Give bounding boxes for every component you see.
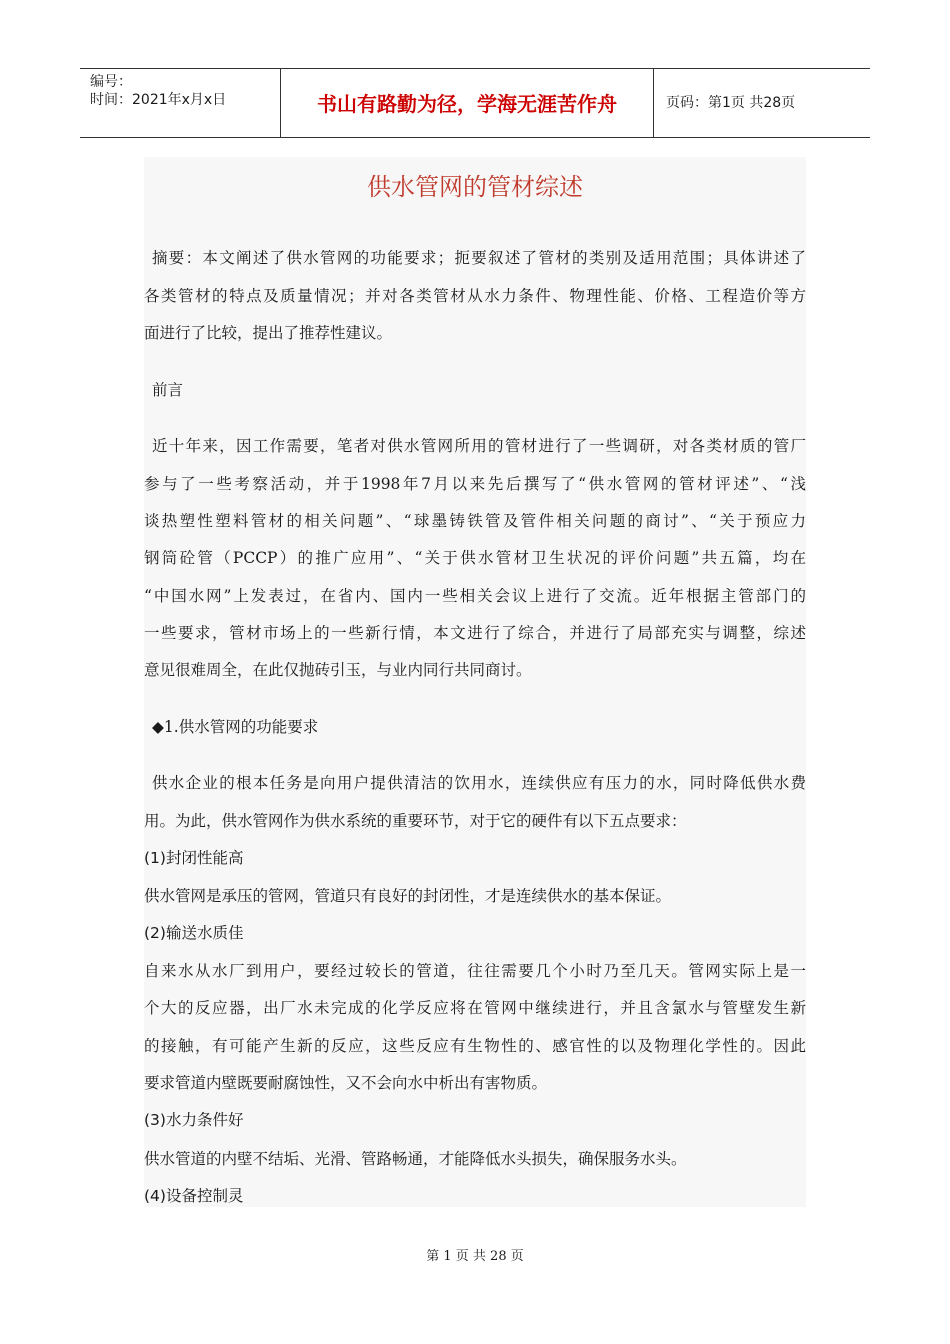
- requirement-heading-3: (3)水力条件好: [144, 1111, 244, 1129]
- document-number-label: 编号：: [90, 74, 132, 90]
- header-page-cell: [654, 69, 870, 137]
- section-heading-preface: 前言: [152, 381, 184, 399]
- header-motto: 书山有路勤为径，学海无涯苦作舟: [317, 92, 617, 116]
- requirement-heading-2: (2)输送水质佳: [144, 924, 244, 942]
- paragraph-line: 自来水从水厂到用户，要经过较长的管道，往往需要几个小时乃至几天。管网实际上是一: [144, 962, 806, 980]
- paragraph-line: 供水管道的内壁不结垢、光滑、管路畅通，才能降低水头损失，确保服务水头。: [144, 1150, 687, 1168]
- document-date-label: 时间：2021年x月x日: [90, 92, 227, 108]
- paragraph-line: 要求管道内壁既要耐腐蚀性，又不会向水中析出有害物质。: [144, 1074, 548, 1092]
- paragraph-line: 一些要求，管材市场上的一些新行情，本文进行了综合，并进行了局部充实与调整，综述: [144, 624, 806, 642]
- paragraph-line: 个大的反应器，出厂水未完成的化学反应将在管网中继续进行，并且含氯水与管壁发生新: [144, 999, 806, 1017]
- section-heading-functional-requirements: ◆1.供水管网的功能要求: [152, 718, 319, 736]
- paragraph-line: 各类管材的特点及质量情况；并对各类管材从水力条件、物理性能、价格、工程造价等方: [144, 287, 806, 305]
- requirement-heading-4: (4)设备控制灵: [144, 1187, 244, 1205]
- header-page-info: 页码：第1页 共28页: [666, 95, 796, 111]
- header-motto-cell: [281, 69, 654, 137]
- paragraph-line: 参与了一些考察活动，并于1998年7月以来先后撰写了“供水管网的管材评述”、“浅: [144, 475, 806, 493]
- paragraph-line: 供水管网是承压的管网，管道只有良好的封闭性，才是连续供水的基本保证。: [144, 887, 672, 905]
- paragraph-line: 用。为此，供水管网作为供水系统的重要环节，对于它的硬件有以下五点要求：: [144, 812, 687, 830]
- document-body: [144, 157, 806, 1207]
- paragraph-line: 钢筒砼管（PCCP）的推广应用”、“关于供水管材卫生状况的评价问题”共五篇，均在: [144, 549, 806, 567]
- paragraph-line: 面进行了比较，提出了推荐性建议。: [144, 324, 393, 342]
- page-header: [80, 68, 870, 138]
- paragraph-line: 的接触，有可能产生新的反应，这些反应有生物性的、感官性的以及物理化学性的。因此: [144, 1037, 806, 1055]
- requirement-heading-1: (1)封闭性能高: [144, 849, 244, 867]
- paragraph-line: 近十年来，因工作需要，笔者对供水管网所用的管材进行了一些调研，对各类材质的管厂: [152, 437, 806, 455]
- paragraph-line: 摘要：本文阐述了供水管网的功能要求；扼要叙述了管材的类别及适用范围；具体讲述了: [152, 249, 806, 267]
- paragraph-line: 谈热塑性塑料管材的相关问题”、“球墨铸铁管及管件相关问题的商讨”、“关于预应力: [144, 512, 806, 530]
- paragraph-line: 供水企业的根本任务是向用户提供清洁的饮用水，连续供应有压力的水，同时降低供水费: [152, 774, 806, 792]
- header-meta-cell: [80, 69, 281, 137]
- paragraph-line: 意见很难周全，在此仅抛砖引玉，与业内同行共同商讨。: [144, 661, 532, 679]
- document-title: 供水管网的管材综述: [367, 173, 583, 201]
- page-footer: 第 1 页 共 28 页: [426, 1249, 524, 1264]
- paragraph-line: “中国水网”上发表过，在省内、国内一些相关会议上进行了交流。近年根据主管部门的: [144, 587, 806, 605]
